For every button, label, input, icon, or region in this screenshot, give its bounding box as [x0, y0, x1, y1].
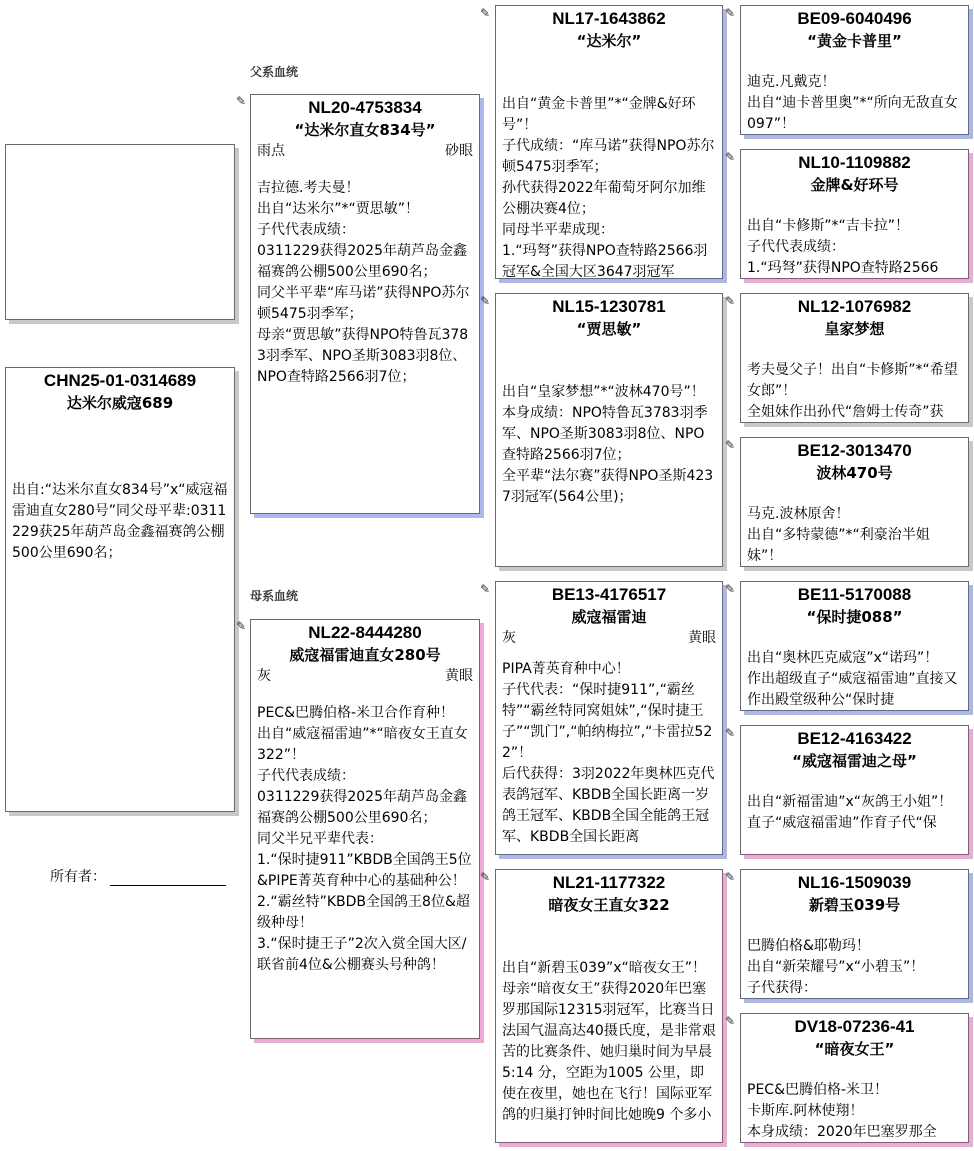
- sdd-name: 波林470号: [816, 464, 893, 482]
- sire-name: “达米尔直女834号”: [294, 121, 436, 139]
- dam-attributes: [257, 666, 473, 687]
- dam-sire-notes: PIPA菁英育种中心！ 子代代表：“保时捷911”,“霸丝特”“霸丝特同窝姐妹”,“保时捷王子”“凯门”,“帕纳梅拉”,“卡雷拉522”！ 后代获得：3羽2022年奥林匹克代表鸽冠军、KBDB全国长距离一岁鸽王冠军、KBDB全国全能鸽王冠军、KBDB全国长距离: [502, 661, 715, 845]
- ssd-notes: 出自“卡修斯”*“吉卡拉”！ 子代代表成绩： 1.“玛弩”获得NPO查特路2566: [747, 218, 939, 276]
- subject-card: [5, 367, 235, 812]
- sire-dam-card: [495, 293, 723, 567]
- dam-dam-name: 暗夜女王直女322: [548, 896, 670, 914]
- dam-sire-attributes: [502, 628, 716, 649]
- dam-notes: PEC&巴腾伯格-米卫合作育种！ 出自“威寇福雷迪”*“暗夜女王直女322”！ 子代代表成绩： 0311229获得2025年葫芦岛金鑫福赛鸽公棚500公里690名； 同父半兄平辈代表： 1.“保时捷911”KBDB全国鸽王5位&PIPE菁英育种中心的基础种公！ 2.“霸丝特”KBDB全国鸽王8位&超级种母！ 3.“保时捷王子”2次入赏全国大区/联省前4位&公棚赛头号种鸽！: [257, 705, 472, 973]
- dam-line-label: 母系血统: [250, 589, 299, 603]
- sire-dam-notes: 出自“皇家梦想”*“波林470号”！ 本身成绩：NPO特鲁瓦3783羽季军、NPO圣斯3083羽8位、NPO查特路2566羽7位； 全平辈“法尔赛”获得NPO圣斯4237羽冠军(564公里)；: [502, 384, 714, 505]
- sire-color: 雨点: [257, 143, 285, 159]
- pencil-icon[interactable]: ✎: [725, 150, 736, 164]
- pencil-icon[interactable]: ✎: [725, 6, 736, 20]
- ddd-card: [740, 1013, 969, 1143]
- sire-notes: 吉拉德.考夫曼！ 出自“达米尔”*“贾思敏”！ 子代代表成绩： 0311229获得2025年葫芦岛金鑫福赛鸽公棚500公里690名； 同父半平辈“库马诺”获得NPO苏尔顿5475羽季军； 母亲“贾思敏”获得NPO特鲁瓦3783羽季军、NPO圣斯3083羽8位、NPO查特路2566羽7位；: [257, 180, 470, 385]
- dam-dam-ring-number: NL21-1177322: [552, 873, 666, 892]
- subject-name: 达米尔威寇689: [66, 394, 174, 412]
- sss-notes: 迪克.凡戴克！ 出自“迪卡普里奥”*“所向无敌直女097”！: [747, 74, 958, 132]
- sire-dam-name: “贾思敏”: [576, 320, 642, 338]
- pencil-icon[interactable]: ✎: [480, 870, 491, 884]
- subject-notes: 出自:“达米尔直女834号”x“威寇福雷迪直女280号”同父母平辈:0311229获25年葫芦岛金鑫福赛鸽公棚500公里690名；: [12, 482, 228, 561]
- pencil-icon[interactable]: ✎: [480, 294, 491, 308]
- dds-card: [740, 869, 969, 999]
- pencil-icon[interactable]: ✎: [725, 726, 736, 740]
- dam-color: 灰: [257, 668, 271, 684]
- sdd-notes: 马克.波林原舍！ 出自“多特蒙德”*“利豪治半姐妹”！: [747, 506, 930, 564]
- pencil-icon[interactable]: ✎: [725, 1014, 736, 1028]
- pencil-icon[interactable]: ✎: [236, 619, 247, 633]
- pencil-icon[interactable]: ✎: [480, 582, 491, 596]
- dds-notes: 巴腾伯格&耶勒玛！ 出自“新荣耀号”x“小碧玉”！ 子代获得：: [747, 938, 925, 996]
- ssd-name: 金牌&好环号: [810, 176, 899, 194]
- sdd-ring-number: BE12-3013470: [797, 441, 912, 460]
- dss-notes: 出自“奥林匹克威寇”x“诺玛”！ 作出超级直子“威寇福雷迪”直接又作出殿堂级种公“保时捷: [747, 650, 958, 708]
- sds-notes: 考夫曼父子！出自“卡修斯”*“希望女郎”！ 全姐妹作出孙代“詹姆士传奇”获: [747, 362, 958, 420]
- pencil-icon[interactable]: ✎: [725, 294, 736, 308]
- pencil-icon[interactable]: ✎: [480, 6, 491, 20]
- dam-sire-eye: 黄眼: [688, 630, 716, 646]
- sire-line-label: 父系血统: [250, 65, 299, 79]
- sire-sire-card: [495, 5, 723, 279]
- dam-ring-number: NL22-8444280: [308, 623, 422, 642]
- pencil-icon[interactable]: ✎: [725, 438, 736, 452]
- ddd-name: “暗夜女王”: [814, 1040, 895, 1058]
- dss-card: [740, 581, 969, 711]
- ssd-card: [740, 149, 969, 279]
- dam-dam-notes: 出自“新碧玉039”x“暗夜女王”！ 母亲“暗夜女王”获得2020年巴塞罗那国际12315羽冠军，比赛当日法国气温高达40摄氏度，是非常艰苦的比赛条件、她归巢时间为早晨5:14 分，空距为1005 公里，即使在夜里，她也在飞行！国际亚军鸽的归巢打钟时间比她晚9 个多小: [502, 960, 716, 1123]
- dam-eye: 黄眼: [445, 668, 473, 684]
- dsd-card: [740, 725, 969, 855]
- dss-name: “保时捷088”: [806, 608, 903, 626]
- ssd-ring-number: NL10-1109882: [798, 153, 911, 172]
- sds-ring-number: NL12-1076982: [797, 297, 912, 316]
- sire-sire-notes: 出自“黄金卡普里”*“金牌&好环号”！ 子代成绩：“库马诺”获得NPO苏尔顿5475羽季军； 孙代获得2022年葡萄牙阿尔加维公棚决赛4位； 同母半平辈成现： 1.“玛弩”获得NPO查特路2566羽冠军&全国大区3647羽冠军: [502, 96, 715, 279]
- dsd-ring-number: BE12-4163422: [797, 729, 912, 748]
- dam-sire-color: 灰: [502, 630, 516, 646]
- sss-ring-number: BE09-6040496: [797, 9, 912, 28]
- dds-ring-number: NL16-1509039: [797, 873, 912, 892]
- sire-dam-ring-number: NL15-1230781: [552, 297, 666, 316]
- dam-sire-card: [495, 581, 723, 855]
- dam-dam-card: [495, 869, 723, 1143]
- sds-name: 皇家梦想: [824, 320, 885, 338]
- dam-sire-ring-number: BE13-4176517: [551, 585, 667, 604]
- dsd-notes: 出自“新福雷迪”x“灰鸽王小姐”！ 直子“威寇福雷迪”作育子代“保: [747, 794, 953, 831]
- owner-field: [50, 866, 226, 886]
- sire-ring-number: NL20-4753834: [308, 98, 422, 117]
- sdd-card: [740, 437, 969, 567]
- photo-box: [5, 144, 235, 320]
- owner-line: [110, 871, 226, 886]
- sds-card: [740, 293, 969, 423]
- pencil-icon[interactable]: ✎: [725, 582, 736, 596]
- dam-name: 威寇福雷迪直女280号: [289, 646, 441, 664]
- ddd-notes: PEC&巴腾伯格-米卫！ 卡斯库.阿林使翔！ 本身成绩：2020年巴塞罗那全: [747, 1082, 937, 1140]
- dss-ring-number: BE11-5170088: [797, 585, 912, 604]
- subject-ring-number: CHN25-01-0314689: [43, 371, 197, 390]
- sss-name: “黄金卡普里”: [807, 32, 902, 50]
- sire-attributes: [257, 141, 473, 162]
- dam-sire-name: 威寇福雷迪: [571, 608, 647, 626]
- owner-label: 所有者：: [50, 869, 106, 885]
- sire-eye: 砂眼: [445, 143, 473, 159]
- dsd-name: “威寇福雷迪之母”: [792, 752, 917, 770]
- dds-name: 新碧玉039号: [808, 896, 901, 914]
- sire-card: [250, 94, 480, 514]
- dam-card: [250, 619, 480, 1039]
- pencil-icon[interactable]: ✎: [725, 870, 736, 884]
- ddd-ring-number: DV18-07236-41: [794, 1017, 915, 1036]
- sire-sire-ring-number: NL17-1643862: [552, 9, 666, 28]
- pencil-icon[interactable]: ✎: [236, 94, 247, 108]
- sire-sire-name: “达米尔”: [576, 32, 642, 50]
- sss-card: [740, 5, 969, 135]
